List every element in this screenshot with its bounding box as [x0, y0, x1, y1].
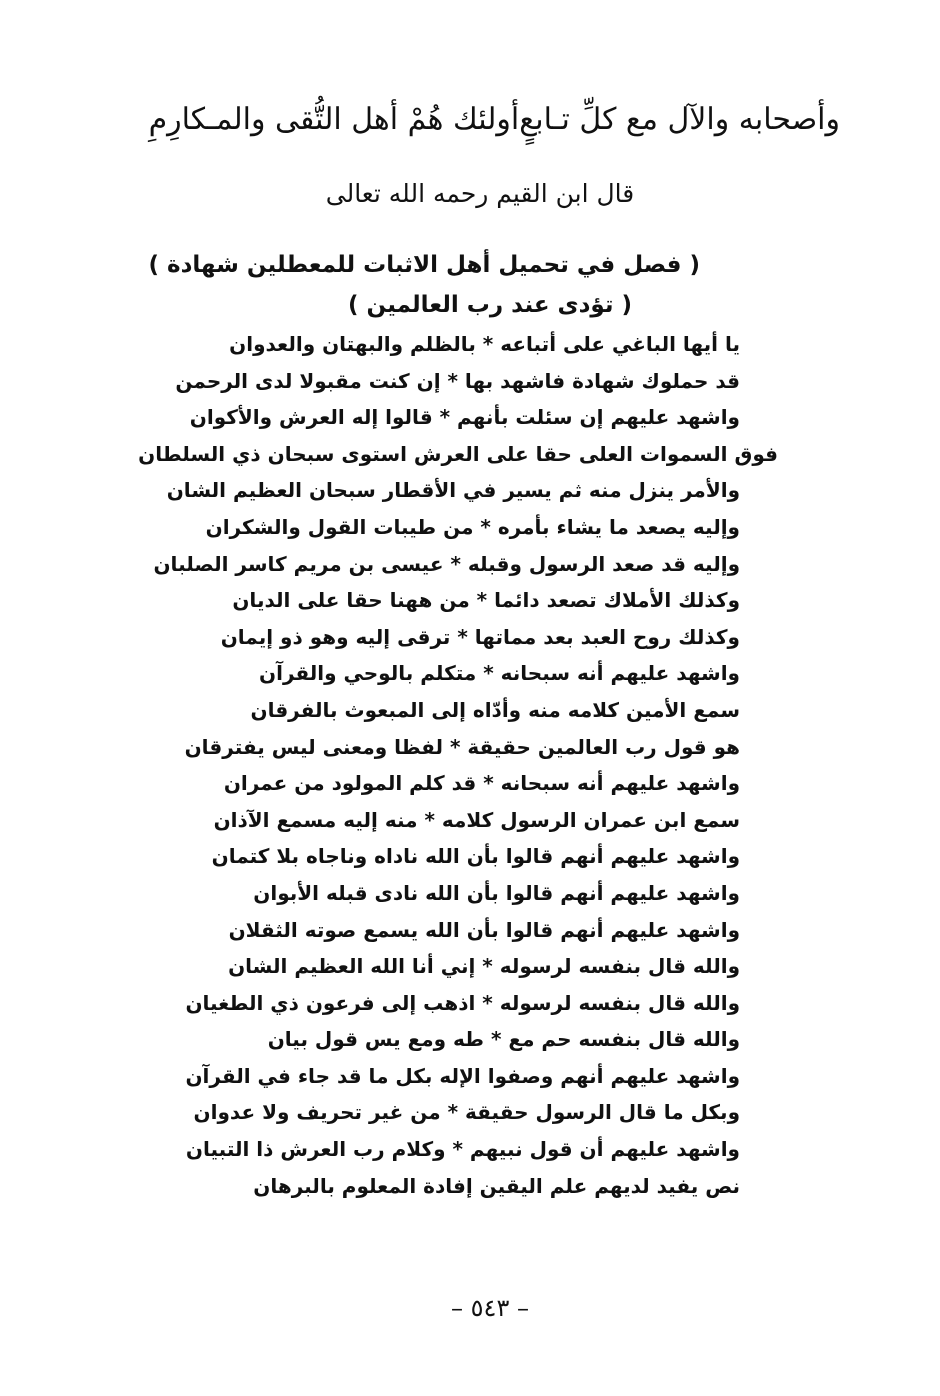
poem-line: واشهد عليهم إن سئلت بأنهم * قالوا إله العرش والأكوان — [189, 405, 740, 430]
header-verse-left-hemistich: أولئك هُمْ أهل التُّقى والمـكارِمِ — [148, 102, 520, 137]
poem-line: وبكل ما قال الرسول حقيقة * من غير تحريف ولا عدوان — [193, 1100, 740, 1125]
poem-line: وإليه قد صعد الرسول وقبله * عيسى بن مريم كاسر الصلبان — [153, 551, 740, 576]
poem-line: والله قال بنفسه لرسوله * اذهب إلى فرعون ذي الطغيان — [185, 990, 740, 1015]
poem-line: واشهد عليهم أنهم قالوا بأن الله ناداه وناجاه بلا كتمان — [211, 844, 740, 869]
attribution-line: قال ابن القيم رحمه الله تعالى — [325, 179, 635, 208]
poem-line: وكذلك روح العبد بعد مماتها * ترقى إليه وهو ذو إيمان — [220, 624, 740, 649]
header-verse-right-hemistich: وأصحابه والآل مع كلِّ تـابعٍ — [519, 102, 840, 137]
poem-line: واشهد عليهم أنهم قالوا بأن الله نادى قبله الأبوان — [253, 880, 740, 905]
poem-line: والله قال بنفسه حم مع * طه ومع يس قول بيان — [267, 1027, 740, 1052]
page-number: – ٥٤٣ – — [451, 1294, 529, 1322]
poem-line: واشهد عليهم أن قول نبيهم * وكلام رب العرش ذا التبيان — [185, 1137, 740, 1162]
poem-line: سمع ابن عمران الرسول كلامه * منه إليه مسمع الآذان — [213, 807, 740, 832]
poem-verses — [138, 326, 778, 1204]
poem-line: هو قول رب العالمين حقيقة * لفظا ومعنى ليس يفترقان — [184, 734, 740, 759]
poem-line: واشهد عليهم أنه سبحانه * متكلم بالوحي والقرآن — [259, 661, 740, 686]
poem-line: يا أيها الباغي على أتباعه * بالظلم والبهتان والعدوان — [229, 332, 740, 356]
poem-line: والله قال بنفسه لرسوله * إني أنا الله العظيم الشان — [228, 954, 740, 979]
poem-line: وكذلك الأملاك تصعد دائما * من ههنا حقا على الديان — [232, 588, 740, 613]
header-verse — [150, 98, 840, 142]
poem-line: قد حملوك شهادة فاشهد بها * إن كنت مقبولا لدى الرحمن — [175, 368, 740, 393]
poem-line: وإليه يصعد ما يشاء بأمره * من طيبات القول والشكران — [205, 514, 740, 539]
poem-line: والأمر ينزل منه ثم يسير في الأقطار سبحان العظيم الشان — [166, 478, 740, 503]
chapter-heading-line-1: ( فصل في تحميل أهل الاثبات للمعطلين شهادة ) — [148, 252, 700, 278]
chapter-heading-line-2: ( تؤدى عند رب العالمين ) — [347, 292, 633, 318]
poem-line: واشهد عليهم أنهم وصفوا الإله بكل ما قد جاء في القرآن — [185, 1063, 740, 1088]
poem-line: سمع الأمين كلامه منه وأدّاه إلى المبعوث بالفرقان — [250, 697, 740, 722]
poem-line: فوق السموات العلى حقا على العرش استوى سبحان ذي السلطان — [138, 441, 778, 466]
poem-line: نص يفيد لديهم علم اليقين إفادة المعلوم بالبرهان — [253, 1173, 740, 1198]
poem-line: واشهد عليهم أنه سبحانه * قد كلم المولود من عمران — [223, 771, 740, 796]
poem-line: واشهد عليهم أنهم قالوا بأن الله يسمع صوته الثقلان — [228, 917, 740, 942]
